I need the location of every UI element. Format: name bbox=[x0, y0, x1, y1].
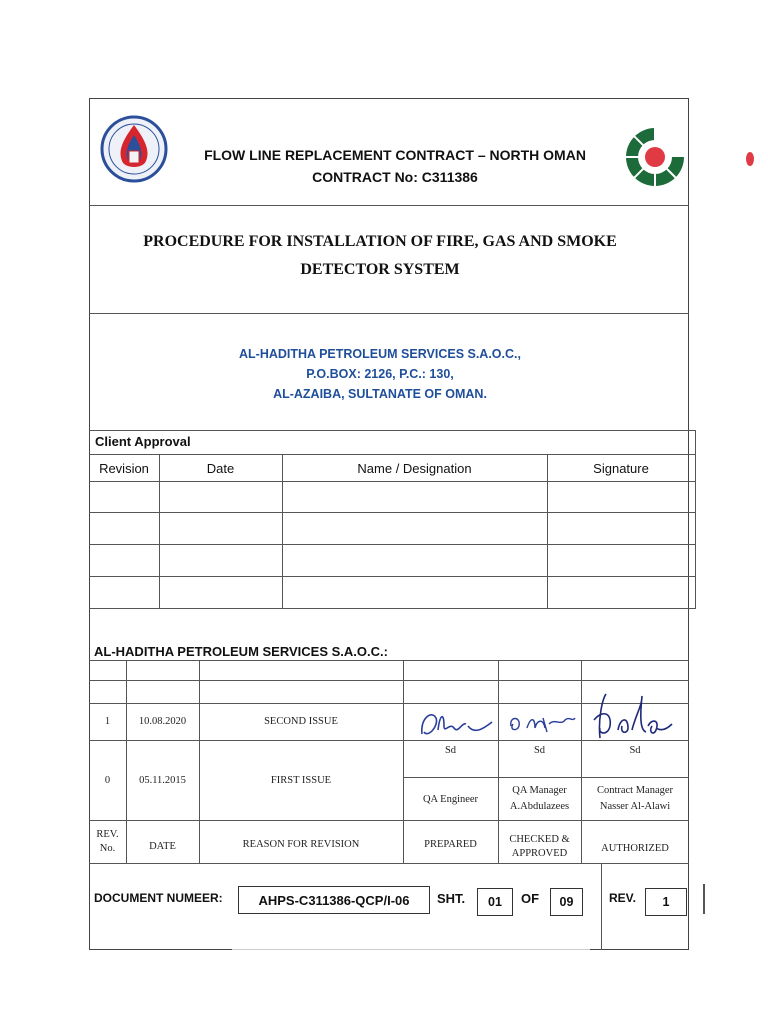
company-address bbox=[110, 344, 650, 404]
date-header: DATE bbox=[149, 840, 176, 852]
contract-title: FLOW LINE REPLACEMENT CONTRACT – NORTH OMAN bbox=[204, 147, 586, 163]
ahps-title: AL-HADITHA PETROLEUM SERVICES S.A.O.C.: bbox=[94, 644, 388, 659]
ahps-logo-icon bbox=[100, 115, 168, 183]
procedure-title bbox=[110, 228, 650, 284]
sd-label: Sd bbox=[533, 744, 546, 756]
procedure-title-line2: DETECTOR SYSTEM bbox=[300, 261, 460, 278]
sheet-label: SHT. bbox=[437, 891, 466, 906]
procedure-title-line1: PROCEDURE FOR INSTALLATION OF FIRE, GAS AND SMOKE bbox=[143, 233, 617, 250]
prepared-header: PREPARED bbox=[424, 838, 477, 850]
document-number-value: AHPS-C311386-QCP/I-06 bbox=[238, 886, 430, 914]
reason-cell: FIRST ISSUE bbox=[270, 774, 332, 786]
header-title-block bbox=[170, 144, 620, 188]
date-cell: 10.08.2020 bbox=[138, 716, 187, 727]
table-line bbox=[89, 544, 696, 545]
company-address-line1: P.O.BOX: 2126, P.C.: 130, bbox=[306, 367, 454, 381]
divider bbox=[89, 205, 689, 206]
divider bbox=[232, 949, 590, 950]
contract-number: CONTRACT No: C311386 bbox=[312, 169, 478, 185]
col-name-designation: Name / Designation bbox=[357, 460, 472, 476]
table-line bbox=[547, 454, 548, 608]
qa-manager-name: A.Abdulazees bbox=[509, 801, 570, 812]
contract-manager-signature bbox=[590, 690, 674, 742]
table-line bbox=[89, 512, 696, 513]
authorized-header: AUTHORIZED bbox=[601, 842, 669, 854]
col-date: Date bbox=[206, 460, 235, 476]
company-name: AL-HADITHA PETROLEUM SERVICES S.A.O.C., bbox=[239, 347, 521, 361]
contract-manager-name: Nasser Al-Alawi bbox=[599, 801, 671, 812]
rev-no-header-line1: REV. bbox=[96, 829, 119, 840]
col-revision: Revision bbox=[99, 460, 149, 476]
table-line bbox=[695, 430, 696, 608]
reason-header: REASON FOR REVISION bbox=[242, 838, 360, 850]
col-signature: Signature bbox=[593, 460, 649, 476]
rev-label: REV. bbox=[609, 891, 636, 905]
divider bbox=[703, 884, 705, 914]
total-sheets: 09 bbox=[550, 888, 583, 916]
checked-header-line2: APPROVED bbox=[511, 848, 568, 859]
checked-header-line1: CHECKED & bbox=[509, 834, 570, 845]
contract-manager-role bbox=[581, 780, 689, 818]
qa-manager-title: QA Manager bbox=[512, 785, 567, 796]
table-line bbox=[89, 680, 689, 681]
qa-engineer-signature bbox=[414, 704, 496, 744]
of-label: OF bbox=[521, 891, 540, 906]
contract-manager-title: Contract Manager bbox=[596, 785, 674, 796]
sheet-number: 01 bbox=[477, 888, 513, 916]
reason-cell: SECOND ISSUE bbox=[264, 716, 338, 727]
table-line bbox=[282, 454, 283, 608]
divider bbox=[89, 454, 696, 455]
edge-mark bbox=[746, 152, 754, 166]
client-logo-icon bbox=[622, 125, 688, 187]
table-line bbox=[89, 660, 689, 661]
sd-label: Sd bbox=[629, 744, 641, 756]
divider bbox=[89, 430, 696, 431]
company-address-line2: AL-AZAIBA, SULTANATE OF OMAN. bbox=[273, 387, 487, 401]
table-line bbox=[89, 608, 696, 609]
sd-label: Sd bbox=[444, 744, 457, 756]
qa-engineer-role: QA Engineer bbox=[422, 793, 479, 805]
client-approval-title: Client Approval bbox=[95, 434, 191, 449]
revision-number: 1 bbox=[645, 888, 687, 916]
qa-manager-signature bbox=[505, 708, 579, 738]
rev-no-header-line2: No. bbox=[99, 843, 116, 854]
table-line bbox=[89, 481, 696, 482]
rev-cell: 0 bbox=[104, 774, 111, 786]
date-cell: 05.11.2015 bbox=[139, 774, 186, 786]
checked-approved-header bbox=[498, 821, 581, 873]
document-number-label: DOCUMENT NUMEER: bbox=[94, 891, 223, 905]
table-line bbox=[159, 454, 160, 608]
qa-manager-role bbox=[498, 780, 581, 818]
rev-no-header bbox=[89, 821, 126, 863]
divider bbox=[89, 313, 689, 314]
divider bbox=[601, 863, 602, 950]
table-line bbox=[89, 576, 696, 577]
rev-cell: 1 bbox=[104, 716, 111, 727]
